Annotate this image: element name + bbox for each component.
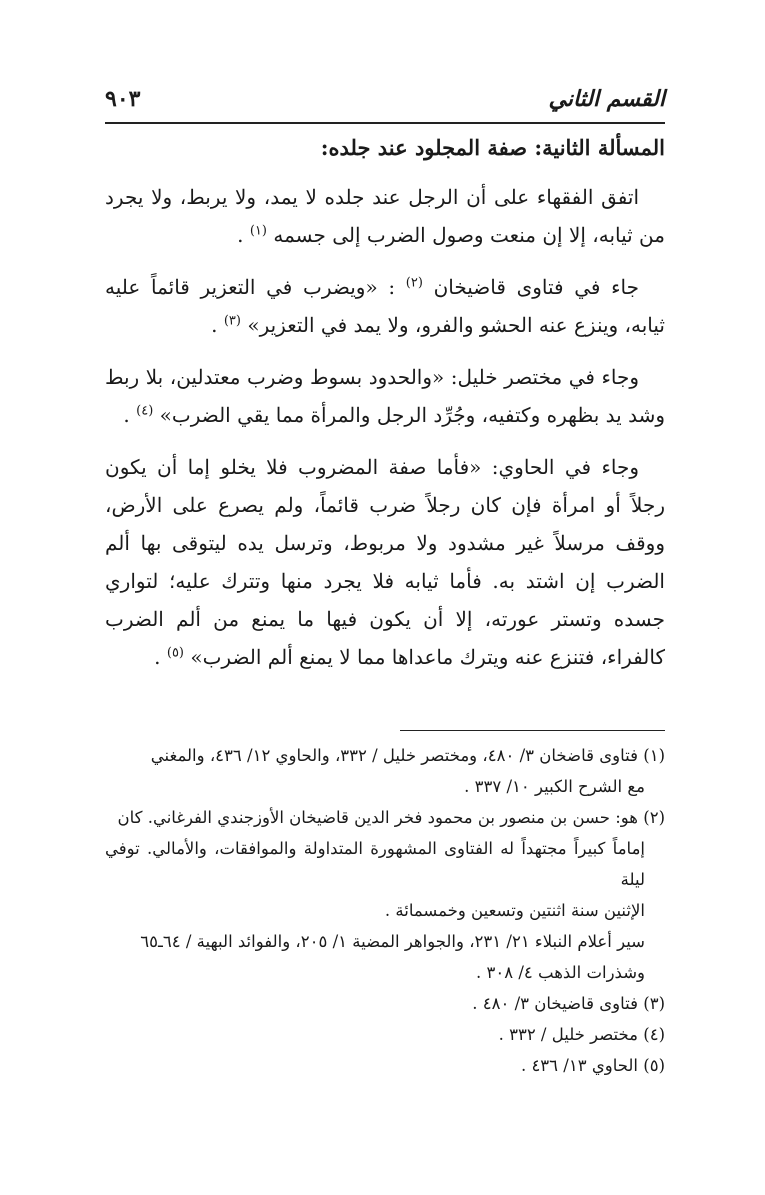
running-title: القسم الثاني xyxy=(548,86,665,112)
footnote-ref: (٣) xyxy=(223,313,241,329)
footnote-continuation: الإثنين سنة اثنتين وتسعين وخمسمائة . xyxy=(384,901,645,920)
footnote-ref: (٤) xyxy=(136,403,154,419)
paragraph: اتفق الفقهاء على أن الرجل عند جلده لا يمد، ولا يربط، ولا يجرد من ثيابه، إلا إن منعت وصول الضرب إلى جسمه $^{(١)}$ . xyxy=(105,185,665,247)
footnote-continuation: مع الشرح الكبير ١٠/ ٣٣٧ . xyxy=(464,777,645,796)
body-text xyxy=(105,178,665,690)
footnotes xyxy=(105,740,665,1081)
footnote-divider xyxy=(400,730,665,731)
footnote: (٤) مختصر خليل / ٣٣٢ . xyxy=(498,1025,665,1044)
paragraph: جاء في فتاوى قاضيخان $^{(٢)}$ : «ويضرب في التعزير قائماً عليه ثيابه، وينزع عنه الحشو والفرو، ولا يمد في التعزير» $^{(٣)}$ . xyxy=(105,275,665,337)
footnote: (٥) الحاوي ١٣/ ٤٣٦ . xyxy=(520,1056,665,1075)
footnote-continuation: إماماً كبيراً مجتهداً له الفتاوى المشهورة المتداولة والموافقات، والأمالي. توفي ليلة xyxy=(105,839,645,889)
paragraph: وجاء في الحاوي: «فأما صفة المضروب فلا يخلو إما أن يكون رجلاً أو امرأة فإن كان رجلاً ضرب قائماً، ولم يصرع على الأرض، ووقف مرسلاً غير مشدود ولا مربوط، وترسل يده ليتوقى بها ألم الضرب إن اشتد به. فأما ثيابه فلا يجرد منها وتترك عليه؛ لتواري جسده وتستر عورته، إلا أن يكون فيها ما يمنع من ألم الضرب كالفراء، فتنزع عنه ويترك ماعداها مما لا يمنع ألم الضرب» $^{(٥)}$ . xyxy=(105,455,666,669)
footnote-continuation: وشذرات الذهب ٤/ ٣٠٨ . xyxy=(476,963,645,982)
footnote: (٢) هو: حسن بن منصور بن محمود فخر الدين قاضيخان الأوزجندي الفرغاني. كان xyxy=(117,808,665,827)
footnote-continuation: سير أعلام النبلاء ٢١/ ٢٣١، والجواهر المضية ١/ ٢٠٥، والفوائد البهية / ٦٤ـ٦٥ xyxy=(140,932,645,951)
page-number: ٩٠٣ xyxy=(105,86,141,112)
footnote-ref: (٥) xyxy=(166,645,184,661)
footnote-ref: (٢) xyxy=(405,275,423,291)
footnote-ref: (١) xyxy=(249,223,267,239)
paragraph: وجاء في مختصر خليل: «والحدود بسوط وضرب معتدلين، بلا ربط وشد يد بظهره وكتفيه، وجُرِّد الرجل والمرأة مما يقي الضرب» $^{(٤)}$ . xyxy=(105,365,665,427)
footnote: (٣) فتاوى قاضيخان ٣/ ٤٨٠ . xyxy=(472,994,665,1013)
section-heading: المسألة الثانية: صفة المجلود عند جلده: xyxy=(320,135,665,160)
footnote: (١) فتاوى قاضخان ٣/ ٤٨٠، ومختصر خليل / ٣٣٢، والحاوي ١٢/ ٤٣٦، والمغني xyxy=(150,746,665,765)
page-header xyxy=(105,82,665,124)
